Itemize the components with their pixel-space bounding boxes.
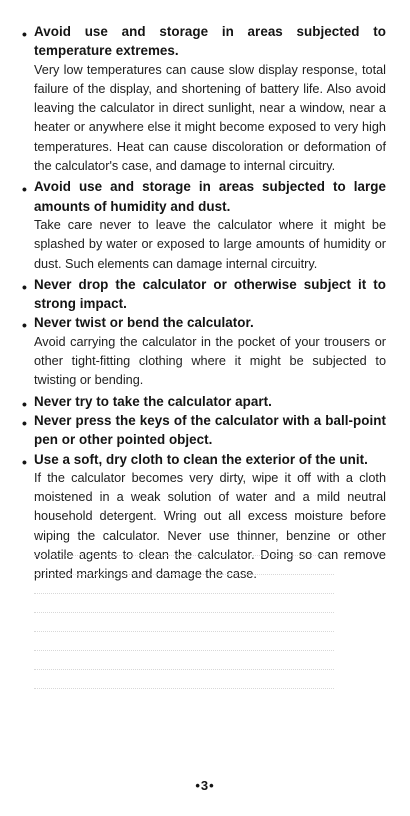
precaution-heading: Never twist or bend the calculator. [34, 315, 254, 331]
precaution-heading: Avoid use and storage in areas subjected to temperature extremes. [34, 24, 386, 59]
precaution-item-impact [22, 275, 386, 314]
precaution-body: Avoid carrying the calculator in the pocket of your trousers or other tight-fitting clothing where it might be subjected to twisting or bending. [34, 334, 386, 388]
bleed-through-texture [34, 555, 334, 725]
page-number: •3• [195, 778, 215, 793]
bullet-icon: • [22, 317, 27, 334]
bullet-icon: • [22, 453, 27, 470]
bullet-icon: • [22, 414, 27, 431]
precaution-item-disassembly [22, 392, 386, 412]
precaution-body: Take care never to leave the calculator where it might be splashed by water or exposed to large amounts of humidity or dust. Such elements can damage internal circuitry. [34, 217, 386, 271]
precautions-list [22, 22, 386, 586]
bullet-icon: • [22, 278, 27, 295]
precaution-heading: Never try to take the calculator apart. [34, 393, 272, 409]
precaution-item-twist [22, 313, 386, 390]
precaution-item-temperature [22, 22, 386, 176]
precaution-heading: Avoid use and storage in areas subjected to large amounts of humidity and dust. [34, 179, 386, 214]
precaution-item-humidity [22, 177, 386, 273]
precaution-heading: Never press the keys of the calculator with a ball-point pen or other pointed object. [34, 412, 386, 448]
bullet-icon: • [22, 181, 27, 198]
bullet-icon: • [22, 395, 27, 412]
precaution-heading: Never drop the calculator or otherwise subject it to strong impact. [34, 276, 386, 312]
bullet-icon: • [22, 26, 27, 42]
precaution-body: Very low temperatures can cause slow display response, total failure of the display, and shortening of battery life. Also avoid leaving the calculator in direct sunlight, near a window, near a heater or anywhere else it might become exposed to very high temperatures. Heat can cause discoloration or deformation of the calculator's case, and damage to internal circuitry. [34, 62, 386, 174]
precaution-body: If the calculator becomes very dirty, wipe it off with a cloth moistened in a weak solution of water and a mild neutral household detergent. Wring out all excess moisture before wiping the calculator. Never use thinner, benzine or other volatile agents to clean the calculator. Doing so can remove printed markings and damage the case. [34, 470, 386, 582]
precaution-heading: Use a soft, dry cloth to clean the exterior of the unit. [34, 451, 368, 467]
precaution-item-keys [22, 411, 386, 450]
